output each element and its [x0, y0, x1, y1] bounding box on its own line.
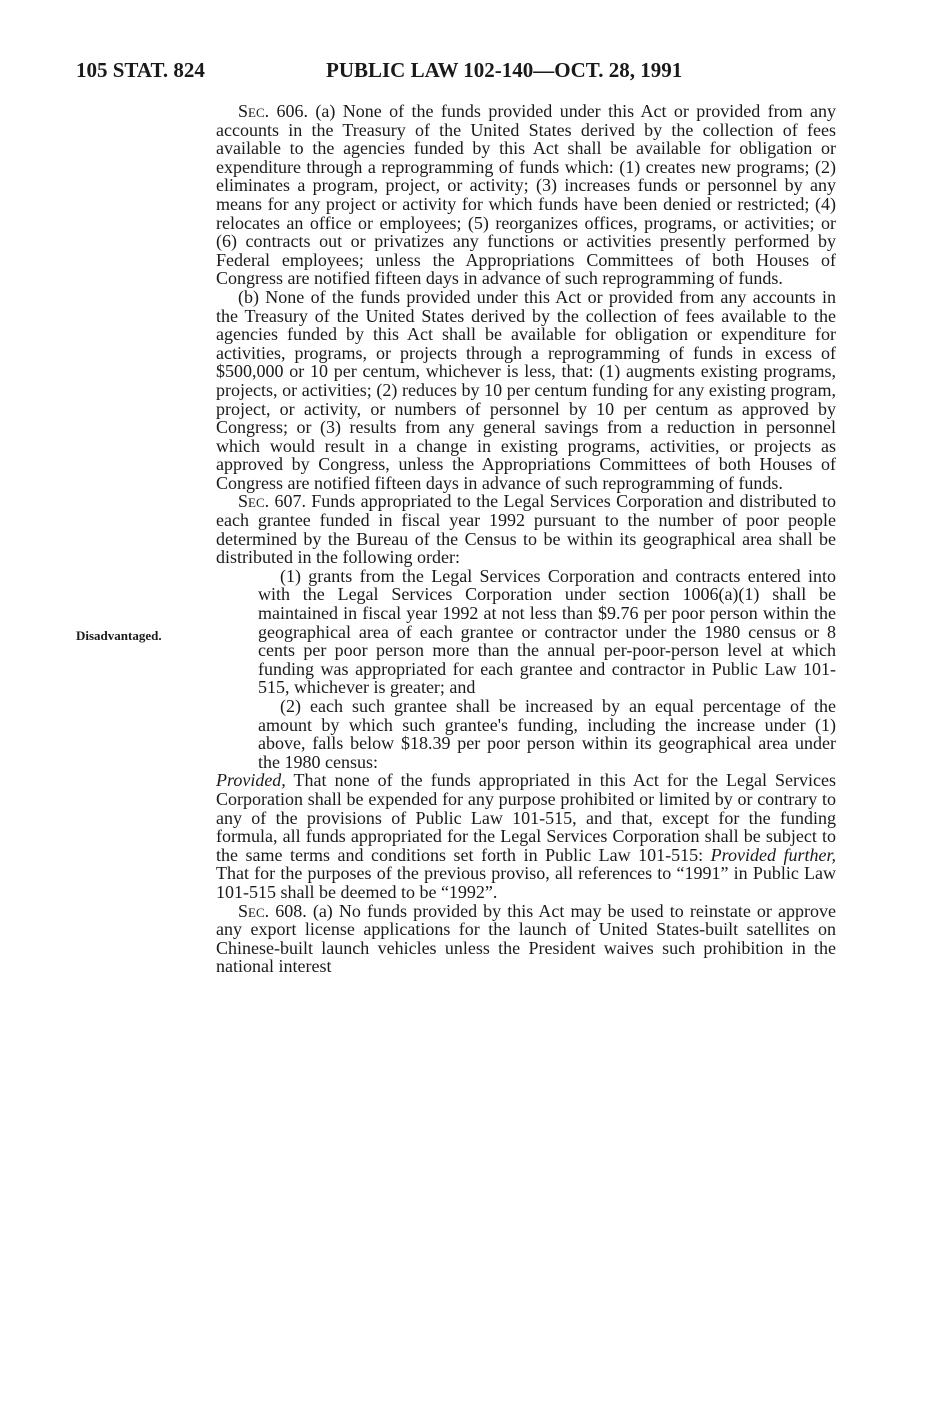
sec-606-b-paragraph: (b) None of the funds provided under this Act or provided from any accounts in the Treasury of the United States derived by the collection of fees available to the agencies funded by this Act shall be available for obligation or expenditure for activities, programs, or projects through a reprogramming of funds in excess of $500,000 or 10 per centum, whichever is less, that: (1) augments existing programs, projects, or activities; (2) reduces by 10 per centum funding for any existing program, project, or activity, or numbers of personnel by 10 per centum as approved by Congress; or (3) results from any general savings from a reduction in personnel which would result in a change in existing programs, activities, or projects as approved by Congress, unless the Appropriations Committees of both Houses of Congress are notified fifteen days in advance of such reprogramming of funds. — [216, 286, 836, 493]
sec-608-paragraph — [216, 902, 836, 976]
proviso-further-label: Provided further, — [710, 844, 836, 865]
sec-607-paragraph — [216, 492, 836, 566]
sec-607-intro-text: 607. Funds appropriated to the Legal Services Corporation and distributed to each grantee funded in fiscal year 1992 pursuant to the number of poor people determined by the Bureau of the Census to be within its geographical area shall be distributed in the following order: — [216, 491, 836, 568]
sec-607-label: Sec. — [238, 491, 270, 512]
proviso-further-text: That for the purposes of the previous proviso, all references to “1991” in Public Law 101-515 shall be deemed to be “1992”. — [216, 863, 836, 902]
margin-note: Disadvantaged. — [76, 628, 162, 643]
sec-606-label: Sec. — [238, 101, 270, 121]
sec-606-a-paragraph — [216, 102, 836, 288]
public-law-title: PUBLIC LAW 102-140—OCT. 28, 1991 — [326, 58, 683, 82]
document-body — [216, 102, 836, 976]
sec-606-a-text: 606. (a) None of the funds provided under this Act or provided from any accounts in the Treasury of the United States derived by the collection of fees available to the agencies funded by this Act shall be available for obligation or expenditure through a reprogramming of funds which: (1) creates new programs; (2) eliminates a program, project, or activity; (3) increases funds or personnel by any means for any project or activity for which funds have been denied or restricted; (4) relocates an office or employees; (5) reorganizes offices, programs, or activities; or (6) contracts out or privatizes any functions or activities presently performed by Federal employees; unless the Appropriations Committees of both Houses of Congress are notified fifteen days in advance of such reprogramming of funds. — [216, 101, 836, 289]
stat-page-number: 105 STAT. 824 — [76, 58, 205, 82]
sec-608-label: Sec. — [238, 900, 270, 921]
proviso-label: Provided, — [216, 770, 286, 791]
sec-607-proviso — [216, 771, 836, 901]
sec-607-item-2: (2) each such grantee shall be increased by an equal percentage of the amount by which such grantee's funding, including the increase under (1) above, falls below $18.39 per poor person within its geographical area under the 1980 census: — [258, 696, 836, 772]
sec-607-item-1: (1) grants from the Legal Services Corporation and contracts entered into with the Legal Services Corporation under section 1006(a)(1) shall be maintained in fiscal year 1992 at not less than $9.76 per poor person within the geographical area of each grantee or contractor under the 1980 census or 8 cents per poor person more than the annual per-poor-person level at which funding was appropriated for each grantee and contractor in Public Law 101-515, whichever is greater; and — [258, 565, 836, 698]
page-header — [76, 50, 726, 90]
sec-608-text: 608. (a) No funds provided by this Act may be used to reinstate or approve any export license applications for the launch of United States-built satellites on Chinese-built launch vehicles unless the President waives such prohibition in the national interest — [216, 900, 836, 977]
proviso-text: That none of the funds appropriated in this Act for the Legal Services Corporation shall be expended for any purpose prohibited or limited by or contrary to any of the provisions of Public Law 101-515, and that, except for the funding formula, all funds appropriated for the Legal Services Corporation shall be subject to the same terms and conditions set forth in Public Law 101-515: — [216, 770, 836, 865]
